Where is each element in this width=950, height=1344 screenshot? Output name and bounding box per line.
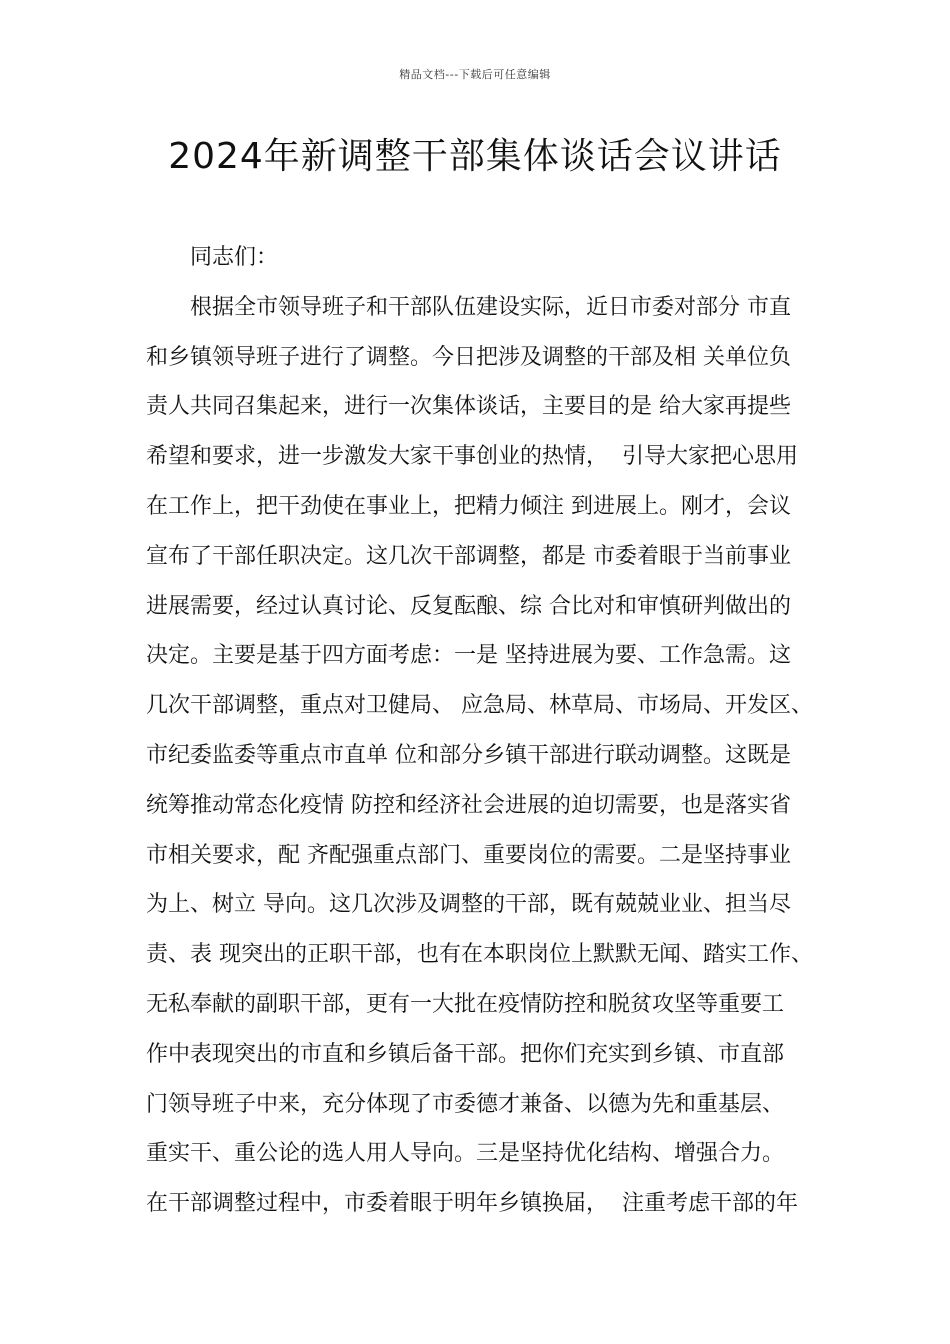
- header-note: 精品文档---下载后可任意编辑: [399, 68, 551, 81]
- body-line: 宣布了干部任职决定。这几次干部调整，都是 市委着眼于当前事业: [146, 543, 791, 569]
- document-title: 2024年新调整干部集体谈话会议讲话: [168, 136, 782, 177]
- body-line: 进展需要，经过认真讨论、反复酝酿、综 合比对和审慎研判做出的: [146, 593, 791, 619]
- salutation: 同志们：: [190, 245, 279, 270]
- body-line: 责、表 现突出的正职干部，也有在本职岗位上默默无闻、踏实工作、: [146, 942, 813, 968]
- body-line: 几次干部调整，重点对卫健局、 应急局、林草局、市场局、开发区、: [146, 693, 813, 719]
- body-line: 门领导班子中来，充分体现了市委德才兼备、以德为先和重基层、: [146, 1091, 785, 1117]
- body-line: 统筹推动常态化疫情 防控和经济社会进展的迫切需要，也是落实省: [146, 792, 791, 818]
- body-line: 责人共同召集起来，进行一次集体谈话，主要目的是 给大家再提些: [146, 394, 791, 420]
- body-line: 为上、树立 导向。这几次涉及调整的干部，既有兢兢业业、担当尽: [146, 892, 791, 918]
- body-line: 市纪委监委等重点市直单 位和部分乡镇干部进行联动调整。这既是: [146, 742, 791, 768]
- body-line: 根据全市领导班子和干部队伍建设实际，近日市委对部分 市直: [190, 294, 791, 320]
- body-line: 作中表现突出的市直和乡镇后备干部。把你们充实到乡镇、市直部: [146, 1041, 785, 1067]
- body-line: 在干部调整过程中，市委着眼于明年乡镇换届， 注重考虑干部的年: [146, 1191, 798, 1217]
- body-line: 无私奉献的副职干部，更有一大批在疫情防控和脱贫攻坚等重要工: [146, 991, 785, 1017]
- body-line: 和乡镇领导班子进行了调整。今日把涉及调整的干部及相 关单位负: [146, 344, 791, 370]
- body-line: 重实干、重公论的选人用人导向。三是坚持优化结构、增强合力。: [146, 1141, 785, 1167]
- body-line: 市相关要求，配 齐配强重点部门、重要岗位的需要。二是坚持事业: [146, 842, 791, 868]
- body-line: 决定。主要是基于四方面考虑：一是 坚持进展为要、工作急需。这: [146, 643, 791, 669]
- body-line: 希望和要求，进一步激发大家干事创业的热情， 引导大家把心思用: [146, 444, 798, 470]
- document-body: [146, 233, 828, 1229]
- body-line: 在工作上，把干劲使在事业上，把精力倾注 到进展上。刚才，会议: [146, 493, 791, 519]
